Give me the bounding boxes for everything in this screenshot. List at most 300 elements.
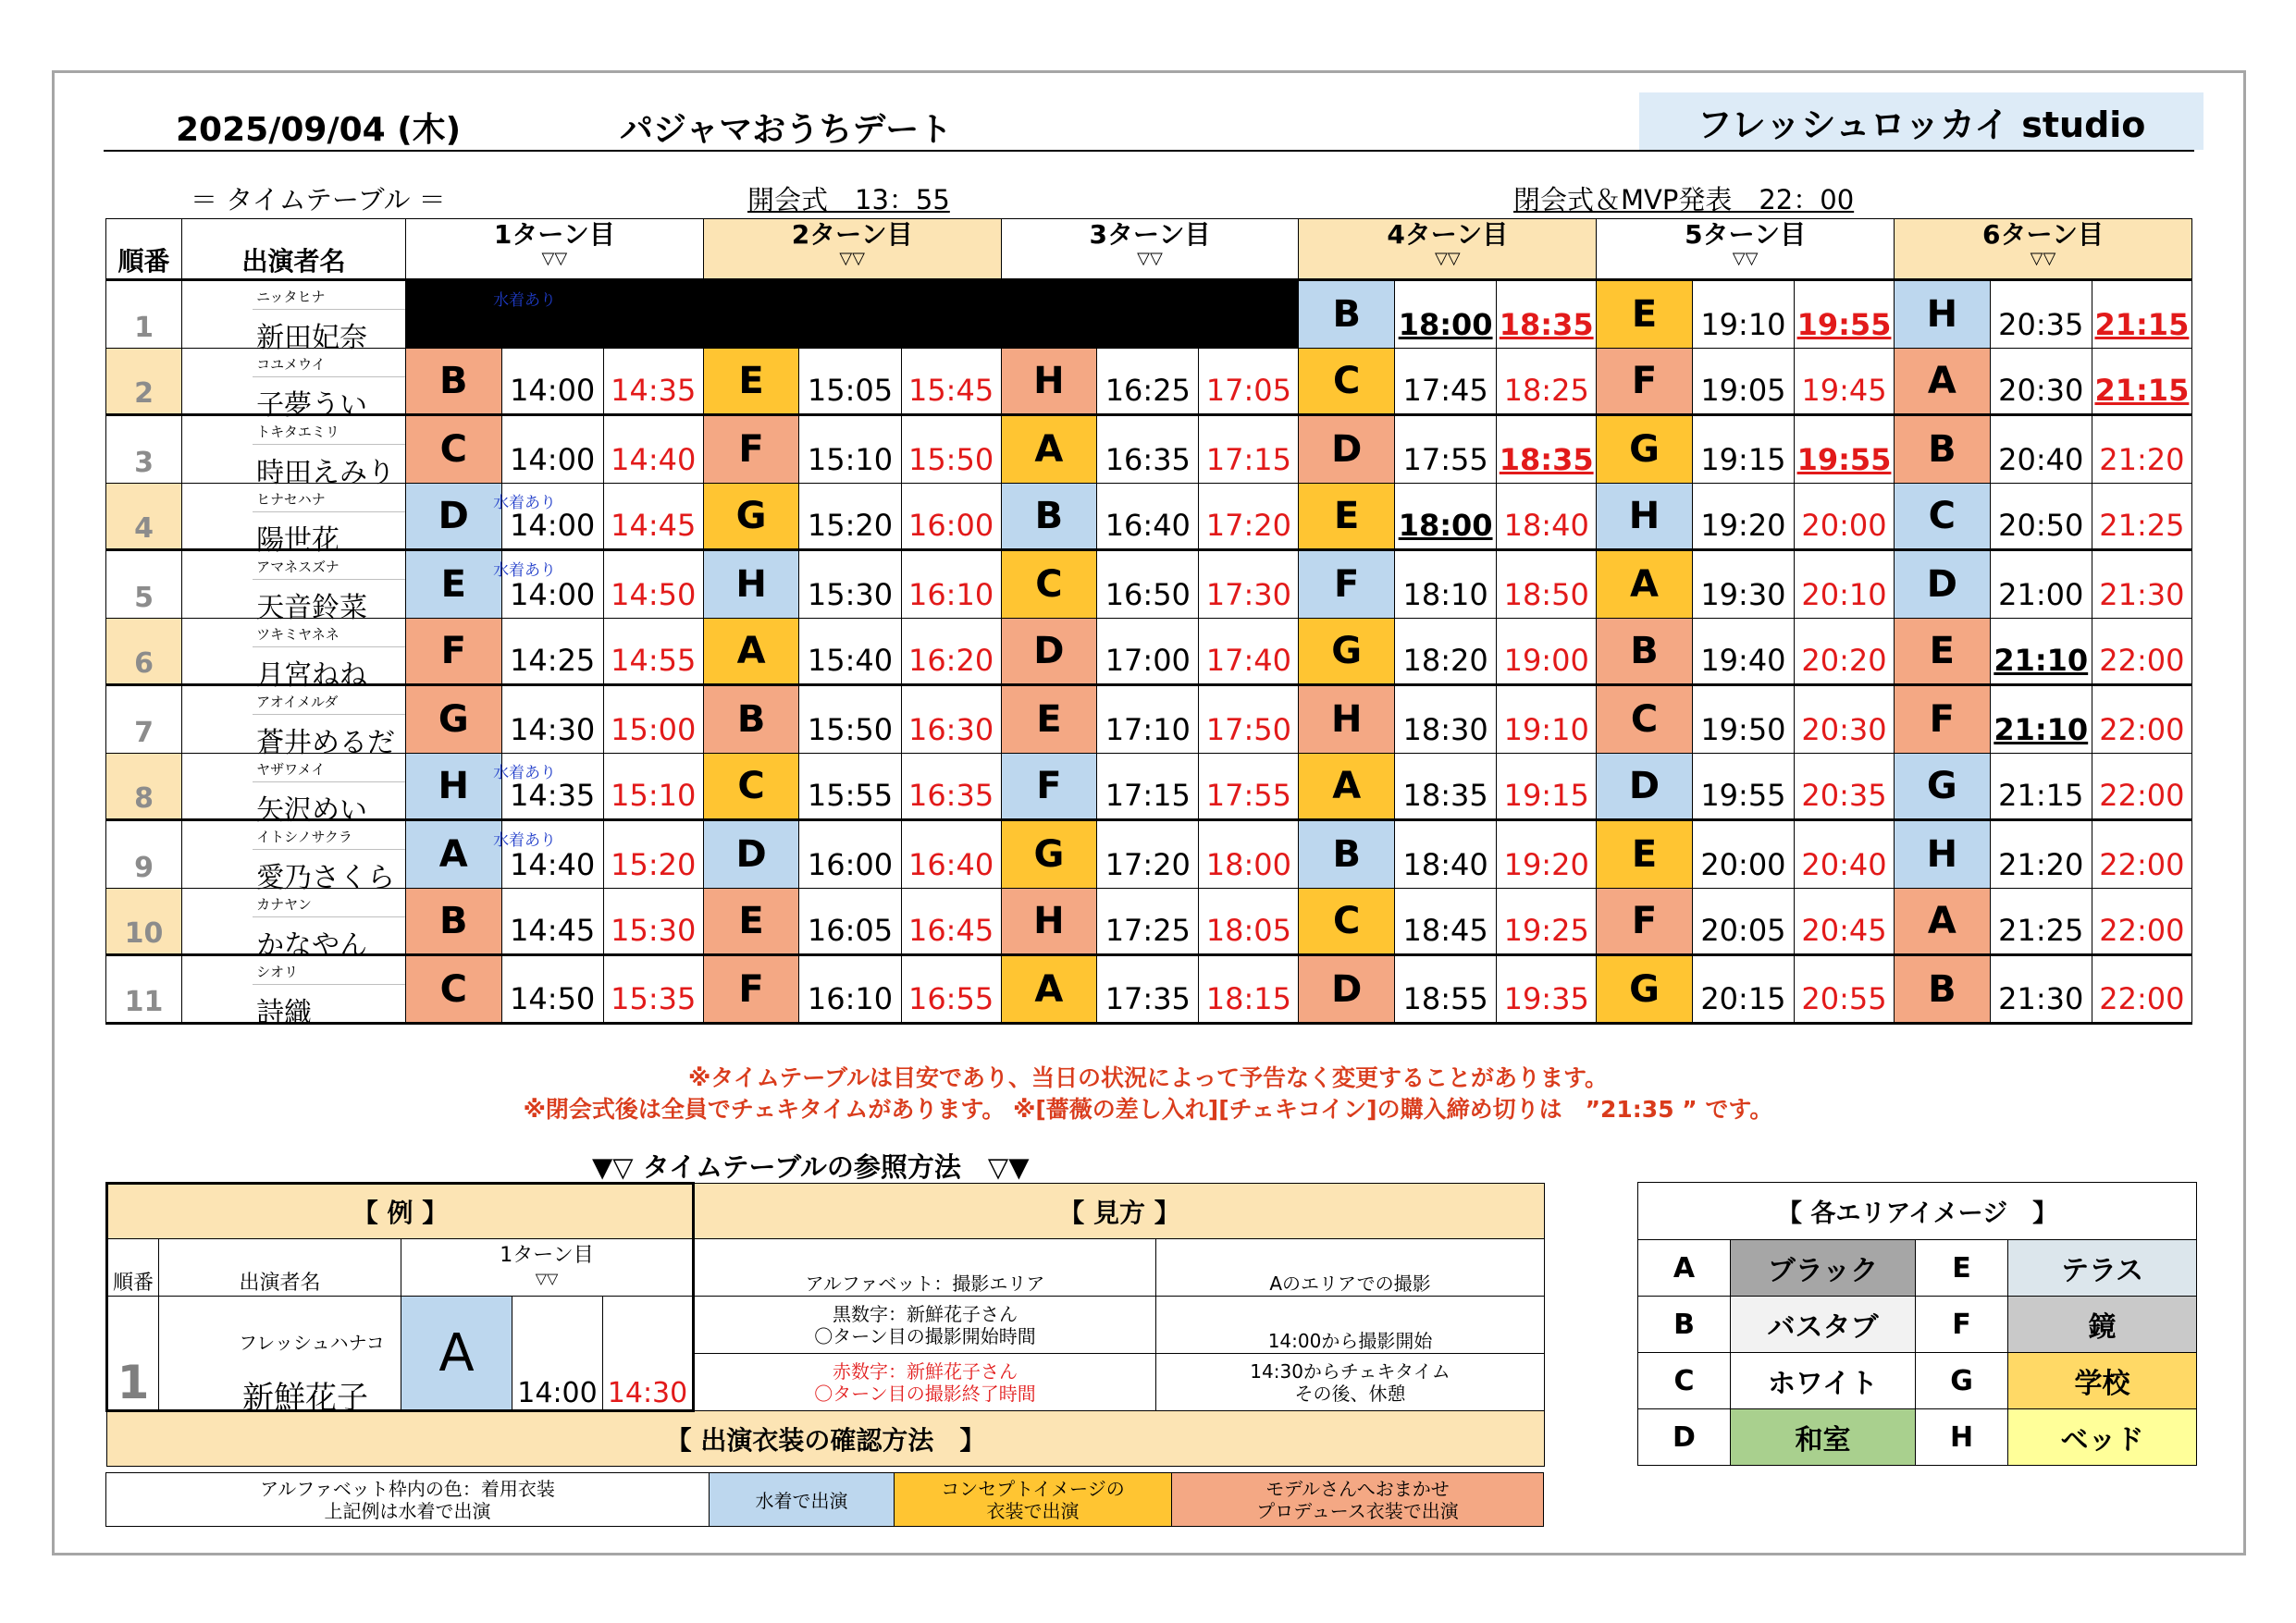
- performer-cell: [182, 349, 406, 422]
- start-time: 20:50: [1998, 508, 2084, 543]
- end-time: 20:10: [1801, 577, 1887, 612]
- start-time-cell: [799, 889, 901, 955]
- legend-letter: D: [1638, 1409, 1731, 1466]
- timetable-header-row: [106, 219, 2192, 280]
- row-number: 2: [106, 349, 182, 415]
- area-cell: G: [1597, 955, 1693, 1024]
- start-time: 20:40: [1998, 442, 2084, 477]
- area-cell: F: [703, 955, 799, 1024]
- area-cell: E: [703, 349, 799, 415]
- view-row3-left-line2: 〇ターン目の撮影終了時間: [814, 1382, 1036, 1405]
- costume-desc: [106, 1473, 710, 1527]
- end-time-cell: [603, 685, 703, 754]
- start-time-cell: [1990, 550, 2092, 619]
- area-cell: B: [1597, 619, 1693, 685]
- area-cell: C: [405, 955, 501, 1024]
- costume-orange-line2: プロデュース衣装で出演: [1256, 1499, 1459, 1522]
- start-time: 18:00: [1398, 508, 1493, 543]
- end-time-cell: [1795, 415, 1895, 484]
- start-time: 14:00: [510, 577, 596, 612]
- start-time-cell: [1990, 280, 2092, 349]
- end-time-cell: [2092, 889, 2191, 955]
- legend-letter: G: [1916, 1353, 2008, 1409]
- end-time-cell: [603, 550, 703, 619]
- view-row3-right-line2: その後、休憩: [1294, 1382, 1406, 1405]
- swimsuit-tag: 水着あり: [493, 494, 557, 512]
- start-time-cell: [1692, 280, 1794, 349]
- turn-header-1: [405, 219, 703, 280]
- event-title: パジャマおうちデート: [620, 111, 953, 149]
- start-time: 19:30: [1700, 577, 1786, 612]
- start-time-cell: [1395, 820, 1497, 889]
- start-time: 14:45: [510, 913, 596, 948]
- kana-divider: [253, 714, 405, 715]
- end-time: 19:20: [1503, 847, 1589, 882]
- performer-cell: [182, 889, 406, 962]
- legend-letter: H: [1916, 1409, 2008, 1466]
- performer-cell: [182, 685, 406, 759]
- turn-marker: ▽▽: [1732, 249, 1759, 268]
- costume-yellow-line1: コンセプトイメージの: [941, 1477, 1125, 1500]
- area-cell: G: [703, 484, 799, 550]
- end-time: 22:00: [2099, 913, 2185, 948]
- end-time: 17:55: [1205, 778, 1291, 813]
- view-row3-left-line1: 赤数字：新鮮花子さん: [833, 1359, 1018, 1383]
- end-time: 17:30: [1205, 577, 1291, 612]
- end-time: 17:15: [1205, 442, 1291, 477]
- view-header: 【 見方 】: [694, 1184, 1545, 1239]
- performer-name: 愛乃さくら: [256, 862, 396, 894]
- start-time-cell: [501, 685, 603, 754]
- start-time-cell: [1395, 889, 1497, 955]
- area-cell: G: [405, 685, 501, 754]
- end-time-cell: [2092, 619, 2191, 685]
- end-time: 20:00: [1801, 508, 1887, 543]
- end-time-cell: [2092, 280, 2191, 349]
- area-cell: H: [1001, 349, 1097, 415]
- start-time: 15:30: [807, 577, 894, 612]
- area-cell: D: [1001, 619, 1097, 685]
- end-time: 18:05: [1205, 913, 1291, 948]
- end-time: 14:55: [611, 643, 697, 678]
- start-time: 21:10: [1994, 712, 2089, 747]
- start-time-cell: [1395, 619, 1497, 685]
- end-time-cell: [1795, 820, 1895, 889]
- area-cell: G: [1299, 619, 1395, 685]
- start-time: 19:20: [1700, 508, 1786, 543]
- end-time: 16:45: [907, 913, 994, 948]
- view-row2-right: 14:00から撮影開始: [1156, 1297, 1545, 1354]
- swimsuit-tag: 水着あり: [493, 561, 557, 580]
- start-time-cell: [1097, 889, 1199, 955]
- end-time: 15:35: [611, 981, 697, 1016]
- end-time-cell: [1199, 349, 1299, 415]
- turn-marker: ▽▽: [839, 249, 866, 268]
- row-number: 8: [106, 754, 182, 820]
- start-time-cell: [1692, 619, 1794, 685]
- costume-header: 【 出演衣装の確認方法 】: [107, 1411, 1545, 1467]
- area-cell: D: [1895, 550, 1991, 619]
- col-name-header: 出演者名: [182, 219, 406, 280]
- end-time: 15:50: [907, 442, 994, 477]
- legend-letter: A: [1638, 1240, 1731, 1297]
- costume-yellow: [895, 1473, 1172, 1527]
- start-time: 14:00: [510, 373, 596, 408]
- end-time: 16:55: [907, 981, 994, 1016]
- start-time: 16:05: [807, 913, 894, 948]
- end-time: 17:05: [1205, 373, 1291, 408]
- start-time: 19:40: [1700, 643, 1786, 678]
- area-cell: A: [1895, 349, 1991, 415]
- start-time: 15:40: [807, 643, 894, 678]
- kana-divider: [253, 646, 405, 647]
- end-time-cell: [901, 889, 1001, 955]
- start-time: 14:40: [510, 847, 596, 882]
- example-end: 14:30: [603, 1297, 694, 1411]
- end-time: 20:30: [1801, 712, 1887, 747]
- end-time: 18:00: [1205, 847, 1291, 882]
- area-cell: H: [405, 754, 501, 820]
- performer-name: 時田えみり: [256, 457, 396, 489]
- view-row2-left-line2: 〇ターン目の撮影開始時間: [814, 1324, 1036, 1347]
- start-time-cell: [1097, 754, 1199, 820]
- performer-cell: [182, 619, 406, 692]
- table-row: [106, 754, 2192, 820]
- end-time-cell: [1497, 685, 1597, 754]
- start-time: 17:35: [1105, 981, 1191, 1016]
- end-time-cell: [2092, 550, 2191, 619]
- area-cell: B: [1299, 820, 1395, 889]
- start-time-cell: [799, 349, 901, 415]
- legend-area-name: テラス: [2008, 1240, 2197, 1297]
- row-number: 9: [106, 820, 182, 889]
- end-time-cell: [1497, 754, 1597, 820]
- start-time-cell: [1097, 820, 1199, 889]
- area-cell: D: [703, 820, 799, 889]
- end-time-cell: [603, 955, 703, 1024]
- area-cell: B: [1001, 484, 1097, 550]
- start-time-cell: [501, 415, 603, 484]
- end-time-cell: [1497, 280, 1597, 349]
- start-time: 16:40: [1105, 508, 1191, 543]
- example-name: 新鮮花子: [242, 1380, 368, 1417]
- table-row: [106, 889, 2192, 955]
- end-time: 20:55: [1801, 981, 1887, 1016]
- start-time: 15:05: [807, 373, 894, 408]
- table-row: [106, 484, 2192, 550]
- start-time-cell: [799, 955, 901, 1024]
- example-start: 14:00: [512, 1297, 603, 1411]
- area-cell: A: [1001, 415, 1097, 484]
- turn-label: 5ターン目: [1685, 219, 1807, 250]
- costume-desc-line1: アルファベット枠内の色：着用衣装: [260, 1477, 555, 1500]
- legend-row: [1638, 1297, 2197, 1353]
- start-time-cell: [1692, 349, 1794, 415]
- example-turn-label: 1ターン目: [500, 1244, 594, 1267]
- end-time-cell: [901, 349, 1001, 415]
- start-time: 16:35: [1105, 442, 1191, 477]
- kana-divider: [253, 916, 405, 917]
- end-time-cell: [1497, 415, 1597, 484]
- start-time: 14:50: [510, 981, 596, 1016]
- kana-divider: [253, 511, 405, 512]
- start-time-cell: [1990, 820, 2092, 889]
- start-time: 20:35: [1998, 307, 2084, 342]
- end-time-cell: [603, 754, 703, 820]
- area-cell: C: [405, 415, 501, 484]
- end-time-cell: [603, 820, 703, 889]
- area-cell: E: [1895, 619, 1991, 685]
- end-time: 16:35: [907, 778, 994, 813]
- area-cell: B: [405, 349, 501, 415]
- legend-area-name: 和室: [1731, 1409, 1916, 1466]
- end-time-cell: [2092, 820, 2191, 889]
- start-time: 21:00: [1998, 577, 2084, 612]
- area-cell: B: [1895, 415, 1991, 484]
- end-time: 21:15: [2094, 373, 2190, 408]
- example-area: A: [401, 1297, 512, 1411]
- end-time-cell: [1795, 484, 1895, 550]
- timetable-label: ＝ タイムテーブル ＝: [191, 184, 446, 215]
- start-time-cell: [1990, 889, 2092, 955]
- example-col-name: 出演者名: [159, 1239, 401, 1297]
- row-number: 1: [106, 280, 182, 349]
- area-cell: C: [1597, 685, 1693, 754]
- start-time: 18:00: [1398, 307, 1493, 342]
- end-time-cell: [603, 484, 703, 550]
- kana-divider: [253, 376, 405, 377]
- end-time: 15:30: [611, 913, 697, 948]
- start-time-cell: [1097, 685, 1199, 754]
- legend-letter: B: [1638, 1297, 1731, 1353]
- start-time-cell: [799, 754, 901, 820]
- end-time-cell: [1795, 550, 1895, 619]
- end-time-cell: [1497, 619, 1597, 685]
- end-time: 19:15: [1503, 778, 1589, 813]
- end-time: 19:55: [1796, 442, 1892, 477]
- studio-name: フレッシュロッカイ studio: [1697, 104, 2146, 145]
- area-cell: F: [405, 619, 501, 685]
- start-time-cell: [1990, 619, 2092, 685]
- start-time: 18:55: [1402, 981, 1488, 1016]
- table-row: [106, 280, 2192, 349]
- view-row3-right: [1156, 1354, 1545, 1411]
- note-line-1: ※タイムテーブルは目安であり、当日の状況によって予告なく変更することがあります。: [687, 1064, 1609, 1091]
- end-time-cell: [1795, 280, 1895, 349]
- area-cell: A: [1597, 550, 1693, 619]
- legend-area-name: 鏡: [2008, 1297, 2197, 1353]
- swimsuit-tag: 水着あり: [493, 831, 557, 850]
- end-time: 18:35: [1499, 307, 1594, 342]
- example-kana: フレッシュハナコ: [239, 1332, 385, 1354]
- end-time-cell: [1497, 820, 1597, 889]
- performer-kana: カナヤン: [256, 896, 312, 913]
- start-time: 17:10: [1105, 712, 1191, 747]
- start-time: 16:50: [1105, 577, 1191, 612]
- end-time-cell: [2092, 955, 2191, 1024]
- end-time: 20:35: [1801, 778, 1887, 813]
- end-time-cell: [901, 484, 1001, 550]
- area-cell: H: [1597, 484, 1693, 550]
- start-time-cell: [1395, 685, 1497, 754]
- example-name-cell: [159, 1297, 401, 1417]
- area-cell: A: [1299, 754, 1395, 820]
- legend-area-name: 学校: [2008, 1353, 2197, 1409]
- studio-name-box: [1639, 92, 2203, 150]
- costume-blue: 水着で出演: [710, 1473, 895, 1527]
- end-time-cell: [901, 754, 1001, 820]
- end-time: 17:50: [1205, 712, 1291, 747]
- end-time-cell: [1497, 955, 1597, 1024]
- turn-label: 1ターン目: [493, 219, 615, 250]
- end-time: 15:45: [907, 373, 994, 408]
- end-time: 15:10: [611, 778, 697, 813]
- end-time-cell: [1795, 685, 1895, 754]
- end-time-cell: [1795, 889, 1895, 955]
- end-time: 19:25: [1503, 913, 1589, 948]
- end-time-cell: [1199, 820, 1299, 889]
- start-time: 17:20: [1105, 847, 1191, 882]
- closing-time: 閉会式＆MVP発表 22：00: [1513, 184, 1855, 215]
- row-number: 4: [106, 484, 182, 550]
- end-time-cell: [1795, 754, 1895, 820]
- legend-letter: C: [1638, 1353, 1731, 1409]
- end-time-cell: [901, 820, 1001, 889]
- start-time: 21:30: [1998, 981, 2084, 1016]
- view-row3-left: [694, 1354, 1156, 1411]
- area-cell: E: [405, 550, 501, 619]
- legend-area-name: ベッド: [2008, 1409, 2197, 1466]
- end-time: 18:25: [1503, 373, 1589, 408]
- start-time: 20:00: [1700, 847, 1786, 882]
- turn-marker: ▽▽: [541, 249, 568, 268]
- start-time-cell: [1990, 349, 2092, 415]
- start-time-cell: [1097, 415, 1199, 484]
- row-number: 7: [106, 685, 182, 754]
- start-time-cell: [1692, 484, 1794, 550]
- start-time: 19:10: [1700, 307, 1786, 342]
- end-time-cell: [1497, 484, 1597, 550]
- end-time-cell: [603, 619, 703, 685]
- start-time: 19:50: [1700, 712, 1786, 747]
- start-time-cell: [1395, 349, 1497, 415]
- start-time-cell: [1692, 550, 1794, 619]
- area-cell: H: [1895, 280, 1991, 349]
- turn-label: 3ターン目: [1089, 219, 1211, 250]
- start-time: 16:25: [1105, 373, 1191, 408]
- end-time-cell: [603, 349, 703, 415]
- start-time: 15:50: [807, 712, 894, 747]
- header-rule: [104, 150, 2194, 152]
- kana-divider: [253, 579, 405, 580]
- start-time-cell: [1990, 415, 2092, 484]
- end-time: 22:00: [2099, 712, 2185, 747]
- row-number: 6: [106, 619, 182, 685]
- start-time-cell: [1990, 685, 2092, 754]
- performer-name: かなやん: [256, 929, 368, 962]
- area-cell: G: [1001, 820, 1097, 889]
- start-time-cell: [1097, 349, 1199, 415]
- area-cell: E: [1299, 484, 1395, 550]
- row-number: 3: [106, 415, 182, 484]
- area-cell: E: [1597, 820, 1693, 889]
- start-time-cell: [1395, 280, 1497, 349]
- area-cell: H: [1001, 889, 1097, 955]
- end-time-cell: [901, 415, 1001, 484]
- view-row1-right: Aのエリアでの撮影: [1156, 1239, 1545, 1297]
- start-time-cell: [1692, 415, 1794, 484]
- area-cell: B: [405, 889, 501, 955]
- start-time-cell: [501, 619, 603, 685]
- end-time: 18:40: [1503, 508, 1589, 543]
- start-time-cell: [501, 349, 603, 415]
- area-cell: C: [1895, 484, 1991, 550]
- end-time-cell: [1497, 550, 1597, 619]
- area-cell: H: [1895, 820, 1991, 889]
- performer-name: 月宮ねね: [256, 659, 368, 692]
- start-time: 14:35: [510, 778, 596, 813]
- howto-title: ▼▽ タイムテーブルの参照方法 ▽▼: [592, 1151, 1030, 1183]
- performer-name: 天音鈴菜: [256, 592, 368, 624]
- start-time: 21:15: [1998, 778, 2084, 813]
- kana-divider: [253, 984, 405, 985]
- area-cell: C: [1299, 889, 1395, 955]
- opening-time: 開会式 13：55: [747, 184, 950, 215]
- end-time: 20:40: [1801, 847, 1887, 882]
- view-row1-left: アルファベット：撮影エリア: [694, 1239, 1156, 1297]
- area-cell: A: [1895, 889, 1991, 955]
- area-cell: E: [703, 889, 799, 955]
- table-row: [106, 955, 2192, 1024]
- start-time: 17:25: [1105, 913, 1191, 948]
- legend-title: 【 各エリアイメージ 】: [1638, 1183, 2197, 1240]
- costume-table: [105, 1472, 1544, 1527]
- end-time-cell: [1199, 685, 1299, 754]
- start-time: 19:55: [1700, 778, 1786, 813]
- end-time-cell: [1199, 955, 1299, 1024]
- start-time-cell: [1395, 955, 1497, 1024]
- area-cell: B: [1895, 955, 1991, 1024]
- end-time-cell: [2092, 349, 2191, 415]
- row-number: 5: [106, 550, 182, 619]
- area-cell: F: [703, 415, 799, 484]
- turn-label: 4ターン目: [1387, 219, 1509, 250]
- start-time-cell: [1395, 484, 1497, 550]
- turn-label: 2ターン目: [791, 219, 913, 250]
- area-cell: G: [1895, 754, 1991, 820]
- start-time: 15:10: [807, 442, 894, 477]
- end-time: 14:45: [611, 508, 697, 543]
- performer-name: 矢沢めい: [256, 794, 368, 827]
- performer-kana: アマネスズナ: [256, 559, 339, 575]
- area-cell: C: [1299, 349, 1395, 415]
- start-time: 14:25: [510, 643, 596, 678]
- start-time: 17:55: [1402, 442, 1488, 477]
- performer-name: 子夢うい: [256, 389, 368, 422]
- kana-divider: [253, 309, 405, 310]
- table-row: [106, 820, 2192, 889]
- legend-letter: E: [1916, 1240, 2008, 1297]
- start-time: 15:20: [807, 508, 894, 543]
- end-time: 22:00: [2099, 981, 2185, 1016]
- end-time: 19:45: [1801, 373, 1887, 408]
- turn-marker: ▽▽: [1434, 249, 1461, 268]
- end-time-cell: [901, 619, 1001, 685]
- area-cell: A: [405, 820, 501, 889]
- costume-yellow-line2: 衣装で出演: [986, 1499, 1080, 1522]
- table-row: [106, 415, 2192, 484]
- end-time: 22:00: [2099, 847, 2185, 882]
